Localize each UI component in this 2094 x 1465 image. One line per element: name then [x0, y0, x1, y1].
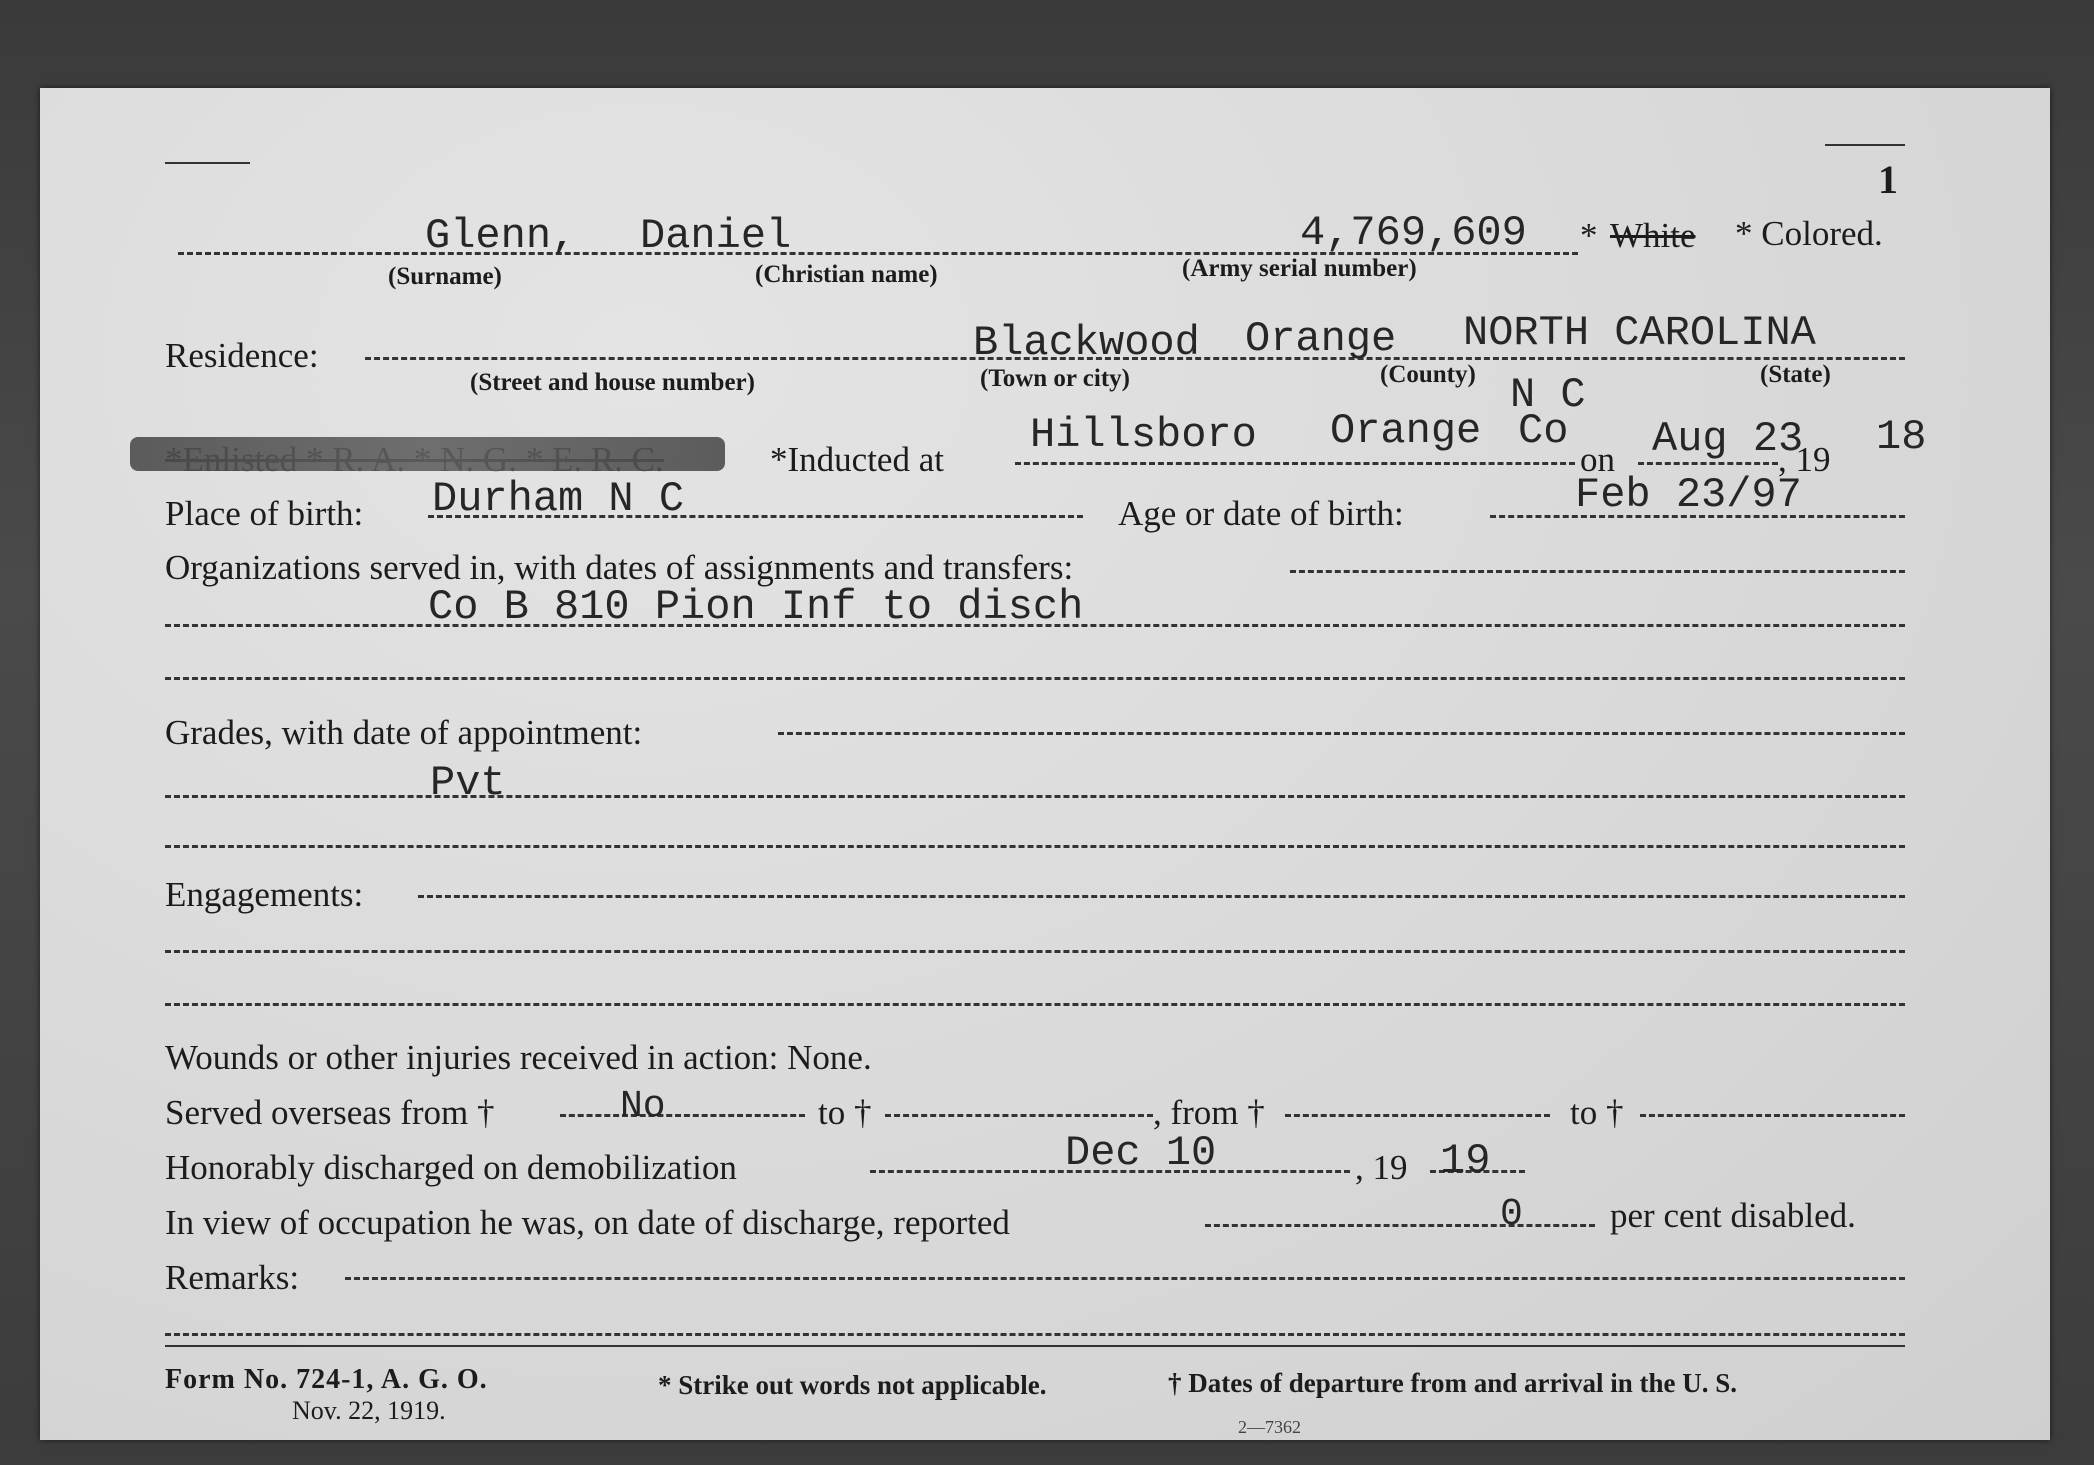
- engagements-line-2: [165, 950, 1905, 953]
- disability-label: In view of occupation he was, on date of discharge, reported: [165, 1203, 1010, 1242]
- overseas-to-line-1: [885, 1114, 1153, 1117]
- organizations-label: Organizations served in, with dates of assignments and transfers:: [165, 548, 1074, 587]
- discharge-label: Honorably discharged on demobilization: [165, 1148, 737, 1187]
- strike-note: * Strike out words not applicable.: [658, 1370, 1047, 1400]
- overseas-from-label-2: , from †: [1153, 1093, 1265, 1132]
- printer-mark: 2—7362: [1238, 1417, 1301, 1437]
- inducted-year-prefix: , 19: [1778, 440, 1831, 479]
- discharge-year-prefix: , 19: [1355, 1148, 1408, 1187]
- dates-note: † Dates of departure from and arrival in the U. S.: [1168, 1368, 1737, 1398]
- inducted-line: [1015, 462, 1575, 465]
- overseas-label: Served overseas from †: [165, 1093, 495, 1132]
- top-right-rule: [1825, 144, 1905, 146]
- redaction-mark: [130, 437, 725, 471]
- residence-town: Blackwood: [973, 319, 1200, 367]
- wounds-label: Wounds or other injuries received in action: None.: [165, 1038, 872, 1077]
- overseas-to-label-1: to †: [818, 1093, 872, 1132]
- overseas-value: No: [620, 1085, 666, 1128]
- serial-number-caption: (Army serial number): [1182, 255, 1417, 282]
- inducted-place: Hillsboro: [1030, 411, 1257, 459]
- residence-label: Residence:: [165, 336, 319, 375]
- inducted-year-suffix: 18: [1876, 413, 1927, 461]
- birth-place-label: Place of birth:: [165, 494, 364, 533]
- serial-number-value: 4,769,609: [1300, 209, 1527, 257]
- disability-value: 0: [1500, 1193, 1523, 1236]
- overseas-to-line-2: [1640, 1114, 1905, 1117]
- card-number: 1: [1878, 157, 1898, 202]
- grades-line-1: [778, 732, 1905, 735]
- on-label: on: [1580, 440, 1615, 479]
- remarks-line-2: [165, 1333, 1905, 1336]
- top-left-rule: [165, 162, 250, 164]
- grades-value: Pvt: [430, 759, 506, 807]
- engagements-line-3: [165, 1003, 1905, 1006]
- county-caption: (County): [1380, 361, 1476, 388]
- inducted-label: *Inducted at: [770, 440, 944, 479]
- grades-line-3: [165, 845, 1905, 848]
- race-colored: * Colored.: [1735, 214, 1883, 253]
- organizations-line-1: [1290, 570, 1905, 573]
- organizations-value: Co B 810 Pion Inf to disch: [428, 583, 1084, 631]
- disability-line: [1205, 1224, 1595, 1227]
- inducted-county-abbr: Co: [1518, 407, 1569, 455]
- overseas-from-line-2: [1285, 1114, 1550, 1117]
- street-caption: (Street and house number): [470, 369, 755, 396]
- inducted-date: Aug 23: [1652, 415, 1804, 463]
- race-star: *: [1580, 216, 1598, 255]
- remarks-line-1: [345, 1277, 1905, 1280]
- inducted-state-abbr: N C: [1510, 371, 1586, 419]
- race-white-struck: White: [1610, 216, 1696, 255]
- organizations-line-3: [165, 677, 1905, 680]
- town-caption: (Town or city): [980, 365, 1130, 392]
- footer-rule: [165, 1345, 1905, 1347]
- engagements-line-1: [418, 895, 1905, 898]
- residence-state: NORTH CAROLINA: [1463, 309, 1816, 357]
- birth-date-label: Age or date of birth:: [1118, 494, 1404, 533]
- birth-date-value: Feb 23/97: [1575, 471, 1802, 519]
- form-date: Nov. 22, 1919.: [292, 1396, 446, 1425]
- christian-name-caption: (Christian name): [755, 261, 938, 288]
- residence-county: Orange: [1245, 315, 1397, 363]
- overseas-from-line: [560, 1114, 805, 1117]
- inducted-county: Orange: [1330, 407, 1482, 455]
- overseas-to-label-2: to †: [1570, 1093, 1624, 1132]
- christian-name-value: Daniel: [640, 212, 792, 260]
- surname-value: Glenn,: [425, 212, 577, 260]
- discharge-year-suffix: 19: [1440, 1137, 1491, 1185]
- engagements-label: Engagements:: [165, 875, 364, 914]
- surname-caption: (Surname): [388, 263, 502, 290]
- disability-suffix: per cent disabled.: [1610, 1196, 1856, 1235]
- grades-label: Grades, with date of appointment:: [165, 713, 643, 752]
- form-number: Form No. 724-1, A. G. O.: [165, 1364, 488, 1395]
- discharge-date: Dec 10: [1065, 1129, 1217, 1177]
- grades-line-2: [165, 795, 1905, 798]
- state-caption: (State): [1760, 361, 1831, 388]
- birth-place-value: Durham N C: [432, 475, 685, 523]
- remarks-label: Remarks:: [165, 1258, 300, 1297]
